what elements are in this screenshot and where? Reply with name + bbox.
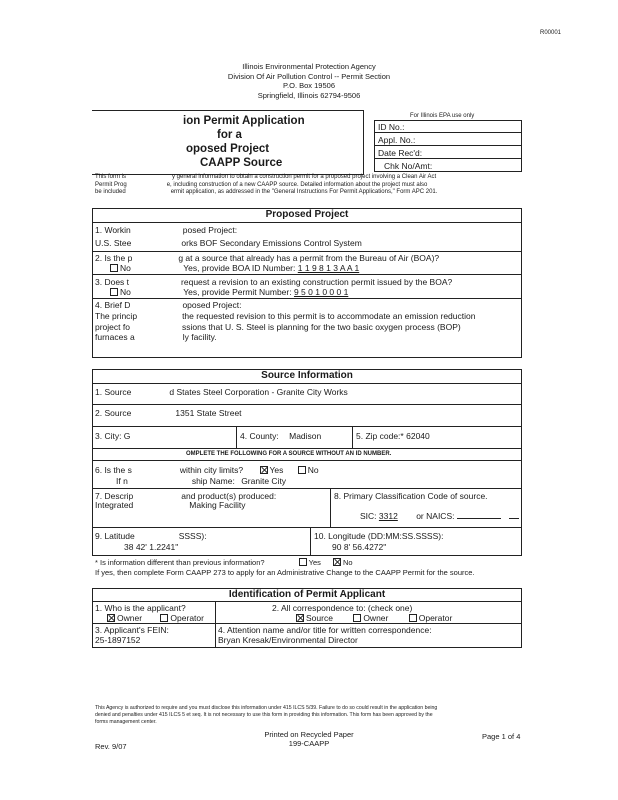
pp-q2-options: No Yes, provide BOA ID Number: 1 1 9 8 1 3 A A 1 <box>110 263 359 273</box>
pp-q4-description: The princip the requested revision to this permit is to accommodate an emission reduction project fo ssions that U. S. Steel is planning for the two basic oxygen process (BOP) furnaces a ly facility. <box>95 311 476 342</box>
ap-q1-label: 1. Who is the applicant? <box>95 603 186 613</box>
pp-q2-no-checkbox[interactable] <box>110 264 118 272</box>
agency-name: Illinois Environmental Protection Agency <box>242 62 376 71</box>
pp-q3-no-checkbox[interactable] <box>110 288 118 296</box>
epa-appl-no: Appl. No.: <box>378 135 416 145</box>
si-q5-zip: 5. Zip code:* 62040 <box>356 431 430 441</box>
si-q8-label: 8. Primary Classification Code of source. <box>334 491 488 501</box>
pp-q2-boa-id: 1 1 9 8 1 3 A A 1 <box>297 263 360 273</box>
pp-q1-value: U.S. Stee orks BOF Secondary Emissions Control System <box>95 238 362 248</box>
pp-q1-label: 1. Workin posed Project: <box>95 225 238 235</box>
ap-q3-fein: 25-1897152 <box>95 635 141 645</box>
si-q6-township: If n ship Name: Granite City <box>116 476 287 486</box>
si-q10-longitude: 90 8' 56.4272" <box>332 542 387 552</box>
ap-q2-options: Source Owner Operator <box>296 613 452 623</box>
footer-form-no: 199-CAAPP <box>288 739 330 748</box>
si-q7: 7. Descrip and product(s) produced: <box>95 491 277 501</box>
si-q6: 6. Is the s within city limits? Yes No <box>95 465 319 475</box>
form-title-line-2: for a <box>217 129 242 141</box>
agency-header <box>0 62 618 100</box>
si-q6-no-checkbox[interactable] <box>298 466 306 474</box>
pp-q3-permit-number: 9 5 0 1 0 0 0 1 <box>293 287 349 297</box>
si-q6-yes-checkbox[interactable] <box>260 466 268 474</box>
si-q4-county: 4. County: Madison <box>240 431 322 441</box>
si-diff-no-checkbox[interactable] <box>333 558 341 566</box>
ap-q4-label: 4. Attention name and/or title for written correspondence: <box>218 625 432 635</box>
form-title-line-1: ion Permit Application <box>183 115 305 127</box>
footer-page: Page 1 of 4 <box>482 732 521 741</box>
agency-division: Division Of Air Pollution Control -- Permit Section <box>227 71 391 81</box>
footer-rev: Rev. 9/07 <box>95 742 127 751</box>
form-title-line-3: oposed Project <box>186 143 270 155</box>
epa-date-recd: Date Rec'd: <box>378 148 423 158</box>
intro-text: This form is y general information to obtain a construction permit for a proposed project involving a Clean Air Act Permit Prog e, including construction of a new CAAPP source. Detailed information about the project must also be included ermit application, as addressed in the "General Instructions For Permit Applications," Form APC 201. <box>95 174 438 195</box>
ap-q1-options: Owner Operator <box>107 613 204 623</box>
si-q2: 2. Source 1351 State Street <box>95 408 242 418</box>
si-q1: 1. Source d States Steel Corporation - Granite City Works <box>95 387 348 397</box>
pp-q2-label: 2. Is the p g at a source that already has a permit from the Bureau of Air (BOA)? <box>95 253 440 263</box>
si-q9-label: 9. Latitude SSSS): <box>95 531 207 541</box>
si-complete-note: OMPLETE THE FOLLOWING FOR A SOURCE WITHOUT AN ID NUMBER. <box>186 451 392 457</box>
ap-q2-operator-checkbox[interactable] <box>409 614 417 622</box>
ap-q2-label: 2. All correspondence to: (check one) <box>272 603 413 613</box>
epa-id-no: ID No.: <box>378 122 405 132</box>
footer-disclaimer: This Agency is authorized to require and you must disclose this information under 415 ILCS 5/39. Failure to do so could result in the application being denied and penalties under 415 ILCS 5 et seq. It is not necessary to use this form in providing this information. This form has been approved by the forms management center. <box>95 705 438 725</box>
pp-q3-label: 3. Does t request a revision to an existing construction permit issued by the BOA? <box>95 277 453 287</box>
si-q8-codes: SIC: 3312 or NAICS: <box>360 511 519 521</box>
page-id: R00001 <box>540 30 562 36</box>
pp-q3-options: No Yes, provide Permit Number: 9 5 0 1 0 0 0 1 <box>110 287 348 297</box>
ap-q1-owner-checkbox[interactable] <box>107 614 115 622</box>
pp-q4-label: 4. Brief D oposed Project: <box>95 300 242 310</box>
si-diff-yes-checkbox[interactable] <box>299 558 307 566</box>
si-diff-note: If yes, then complete Form CAAPP 273 to apply for an Administrative Change to the CAAPP Permit for the source. <box>95 568 475 577</box>
epa-use-header: For Illinois EPA use only <box>410 113 475 119</box>
applicant-heading: Identification of Permit Applicant <box>228 589 386 600</box>
ap-q1-operator-checkbox[interactable] <box>160 614 168 622</box>
ap-q2-source-checkbox[interactable] <box>296 614 304 622</box>
source-info-heading: Source Information <box>261 370 353 381</box>
si-q10-label: 10. Longitude (DD:MM:SS.SSSS): <box>314 531 444 541</box>
footer-center <box>0 730 618 748</box>
si-q9-latitude: 38 42' 1.2241" <box>124 542 179 552</box>
si-q7-value: Integrated Making Facility <box>95 500 246 510</box>
form-title-line-4: CAAPP Source <box>200 157 283 169</box>
si-q3-city: 3. City: G <box>95 431 131 441</box>
ap-q2-owner-checkbox[interactable] <box>353 614 361 622</box>
footer-printed: Printed on Recycled Paper <box>264 730 354 739</box>
si-q8-sic-value: 3312 <box>378 511 398 521</box>
agency-city: Springfield, Illinois 62794-9506 <box>257 90 361 100</box>
ap-q4-attention: Bryan Kresak/Environmental Director <box>218 635 358 645</box>
agency-pobox: P.O. Box 19506 <box>283 81 335 90</box>
ap-q3-label: 3. Applicant's FEIN: <box>95 625 169 635</box>
proposed-project-heading: Proposed Project <box>265 209 349 220</box>
epa-chk-amt: Chk No/Amt: <box>384 161 433 171</box>
si-diff-question: * Is information different than previous information? Yes No <box>95 558 353 567</box>
